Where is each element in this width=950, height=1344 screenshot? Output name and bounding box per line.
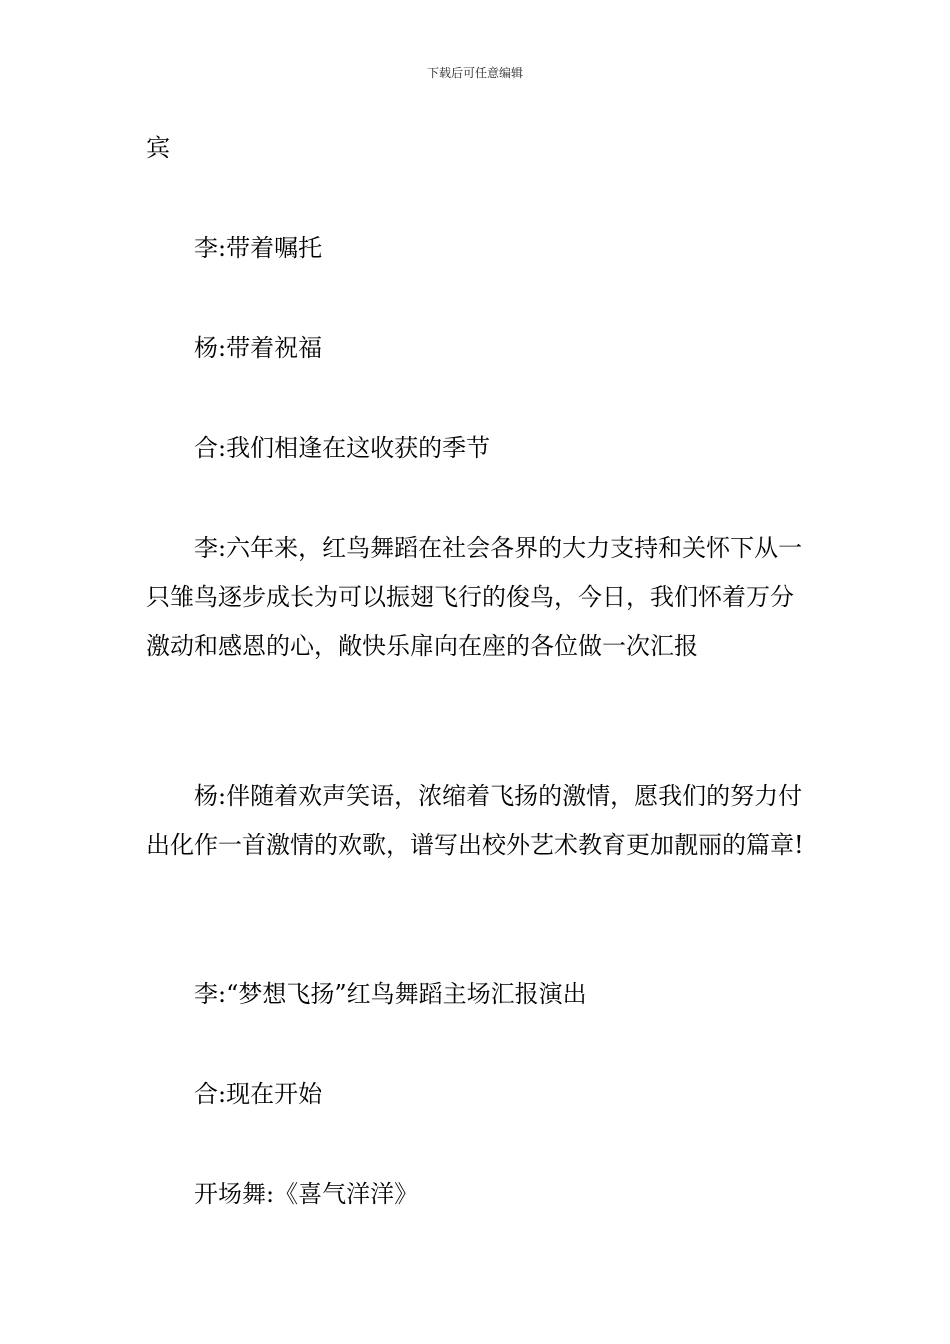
paragraph-he-2: 合:现在开始 bbox=[194, 1080, 323, 1108]
paragraph-he-1: 合:我们相逢在这收获的季节 bbox=[194, 434, 491, 462]
paragraph-opening-dance: 开场舞:《喜气洋洋》 bbox=[194, 1180, 419, 1208]
header-note: 下载后可任意编辑 bbox=[426, 66, 523, 80]
paragraph-li-1: 李:带着嘱托 bbox=[194, 234, 323, 262]
paragraph-li-3: 李:“梦想飞扬”红鸟舞蹈主场汇报演出 bbox=[194, 980, 587, 1008]
paragraph-li-2: 李:六年来，红鸟舞蹈在社会各界的大力支持和关怀下从一只雏鸟逐步成长为可以振翅飞行的俊鸟，今日，我们怀着万分激动和感恩的心，敞快乐扉向在座的各位做一次汇报 bbox=[146, 534, 803, 660]
paragraph-yang-1: 杨:带着祝福 bbox=[194, 334, 323, 362]
paragraph-continuation: 宾 bbox=[146, 134, 170, 162]
paragraph-yang-2: 杨:伴随着欢声笑语，浓缩着飞扬的激情，愿我们的努力付出化作一首激情的欢歌，谱写出校外艺术教育更加靓丽的篇章! bbox=[146, 782, 804, 859]
